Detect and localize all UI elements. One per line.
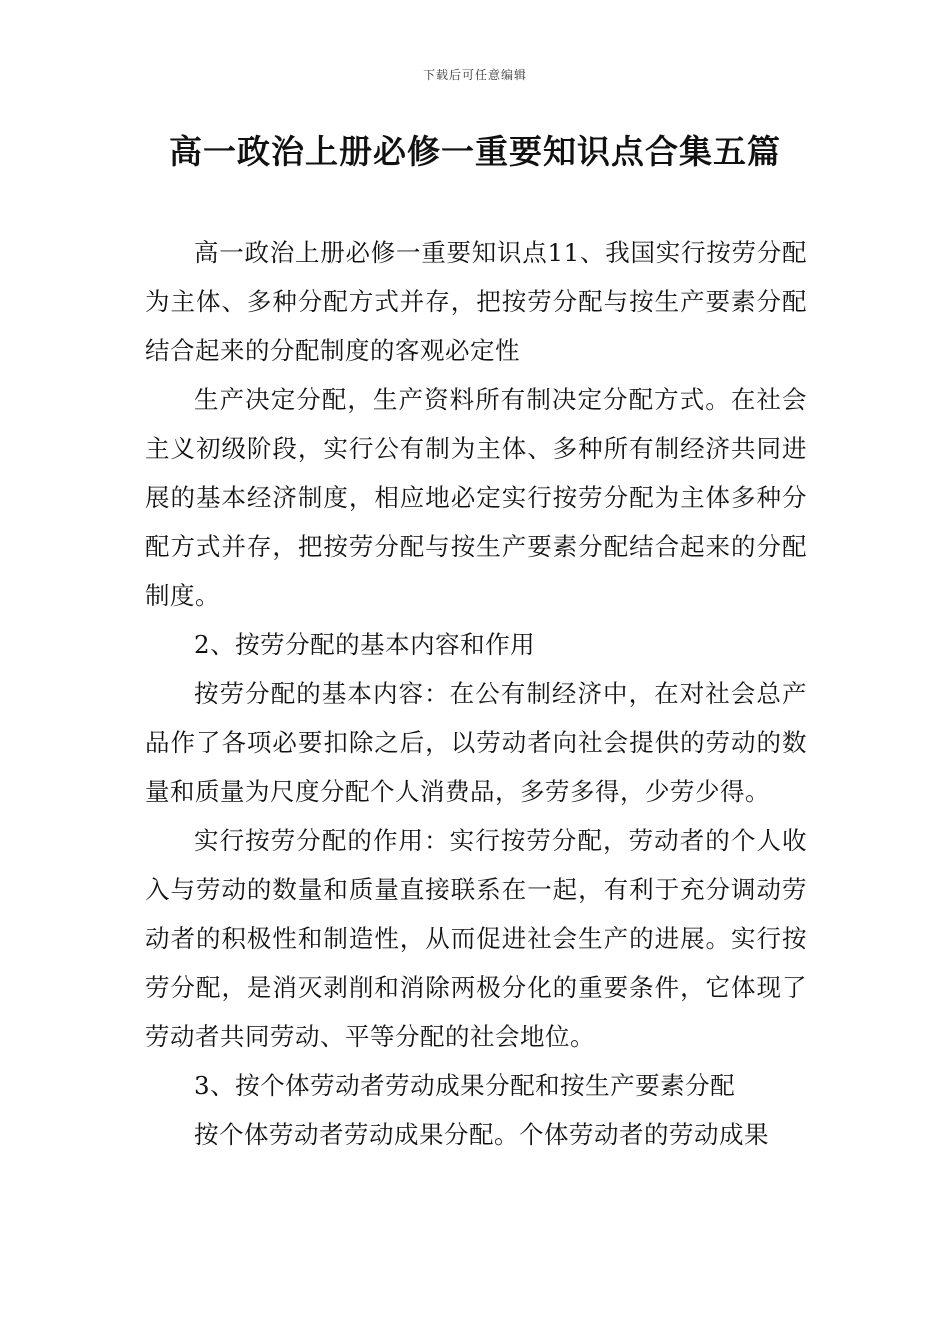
paragraph: 按劳分配的基本内容：在公有制经济中，在对社会总产品作了各项必要扣除之后，以劳动者向社会提供的劳动的数量和质量为尺度分配个人消费品，多劳多得，少劳少得。 [145, 679, 807, 806]
document-title: 高一政治上册必修一重要知识点合集五篇 [169, 132, 781, 171]
page-header-note: 下载后可任意编辑 [422, 68, 527, 82]
section-heading: 2、按劳分配的基本内容和作用 [194, 630, 536, 659]
paragraph: 生产决定分配，生产资料所有制决定分配方式。在社会主义初级阶段，实行公有制为主体、多种所有制经济共同进展的基本经济制度，相应地必定实行按劳分配为主体多种分配方式并存，把按劳分配与按生产要素分配结合起来的分配制度。 [145, 385, 807, 610]
document-body [145, 228, 807, 1159]
section-heading: 3、按个体劳动者劳动成果分配和按生产要素分配 [194, 1071, 736, 1100]
paragraph: 实行按劳分配的作用：实行按劳分配，劳动者的个人收入与劳动的数量和质量直接联系在一起，有利于充分调动劳动者的积极性和制造性，从而促进社会生产的进展。实行按劳分配，是消灭剥削和消除两极分化的重要条件，它体现了劳动者共同劳动、平等分配的社会地位。 [145, 826, 807, 1051]
paragraph: 高一政治上册必修一重要知识点11、我国实行按劳分配为主体、多种分配方式并存，把按劳分配与按生产要素分配结合起来的分配制度的客观必定性 [145, 238, 807, 365]
paragraph: 按个体劳动者劳动成果分配。个体劳动者的劳动成果 [194, 1120, 769, 1149]
